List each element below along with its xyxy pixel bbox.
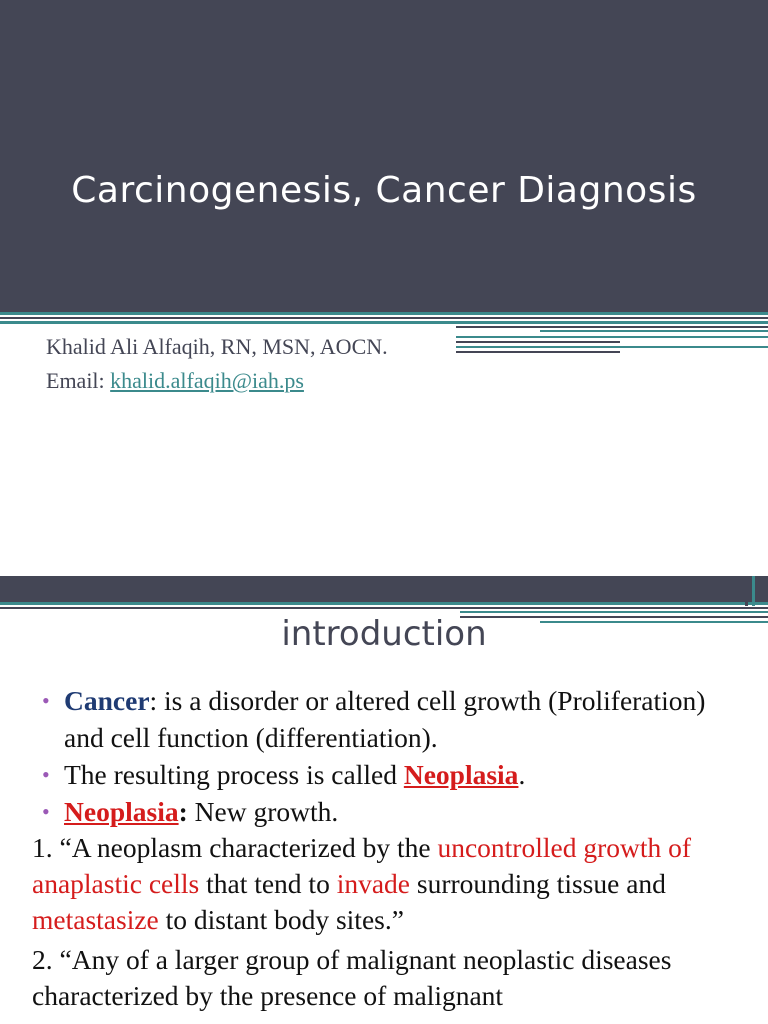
- accent-stripe: [752, 576, 755, 606]
- header-band: [0, 576, 768, 602]
- accent-stripe: [0, 607, 768, 609]
- slide-title: Carcinogenesis, Cancer Diagnosis: [71, 170, 697, 211]
- def-highlight: metastasize: [32, 904, 159, 935]
- term-colon: :: [178, 796, 188, 827]
- title-band: [0, 0, 768, 312]
- author-line: Khalid Ali Alfaqih, RN, MSN, AOCN.: [46, 334, 388, 359]
- bullet-text: The resulting process is called: [64, 759, 404, 790]
- slide-gap: [0, 560, 768, 576]
- term-cancer: Cancer: [64, 685, 150, 716]
- def-text: to distant body sites.”: [158, 904, 404, 935]
- accent-stripe: [460, 611, 768, 613]
- def-highlight: invade: [336, 868, 411, 899]
- slide-body: [32, 682, 730, 1014]
- definition-1: [32, 830, 730, 938]
- accent-stripe: [456, 341, 620, 343]
- slide-heading: introduction: [281, 614, 487, 654]
- accent-stripe: [456, 336, 768, 338]
- accent-stripe: [456, 351, 620, 353]
- accent-stripe: [456, 346, 768, 348]
- bullet-process: [40, 756, 730, 793]
- accent-stripe: [456, 326, 768, 328]
- bullet-text: .: [518, 759, 526, 790]
- email-link[interactable]: khalid.alfaqih@iah.ps: [110, 368, 304, 393]
- def-text: that tend to: [199, 868, 337, 899]
- def-text: surrounding tissue and: [410, 868, 666, 899]
- email-row: [46, 368, 304, 394]
- accent-stripe: [745, 576, 748, 606]
- accent-stripe: [540, 330, 768, 332]
- definition-2: 2. “Any of a larger group of malignant neoplastic diseases characterized by the presence of malignant: [32, 944, 672, 1011]
- term-neoplasia: Neoplasia: [403, 759, 519, 790]
- accent-stripe: [0, 602, 768, 605]
- accent-stripe: [0, 312, 768, 315]
- bullet-cancer: [40, 682, 730, 756]
- accent-stripe: [0, 317, 768, 319]
- def-text: 1. “A neoplasm characterized by the: [32, 832, 438, 863]
- email-label: Email:: [46, 368, 111, 393]
- content-slide: [0, 576, 768, 1024]
- bullet-neoplasia: [40, 793, 730, 830]
- def-highlight: uncontrolled growth of anaplastic cells: [32, 832, 692, 899]
- term-neoplasia: Neoplasia: [64, 796, 179, 827]
- accent-stripe: [0, 321, 768, 324]
- bullet-text: : is a disorder or altered cell growth (Proliferation) and cell function (differentiation).: [64, 685, 706, 753]
- bullet-text: New growth.: [187, 796, 339, 827]
